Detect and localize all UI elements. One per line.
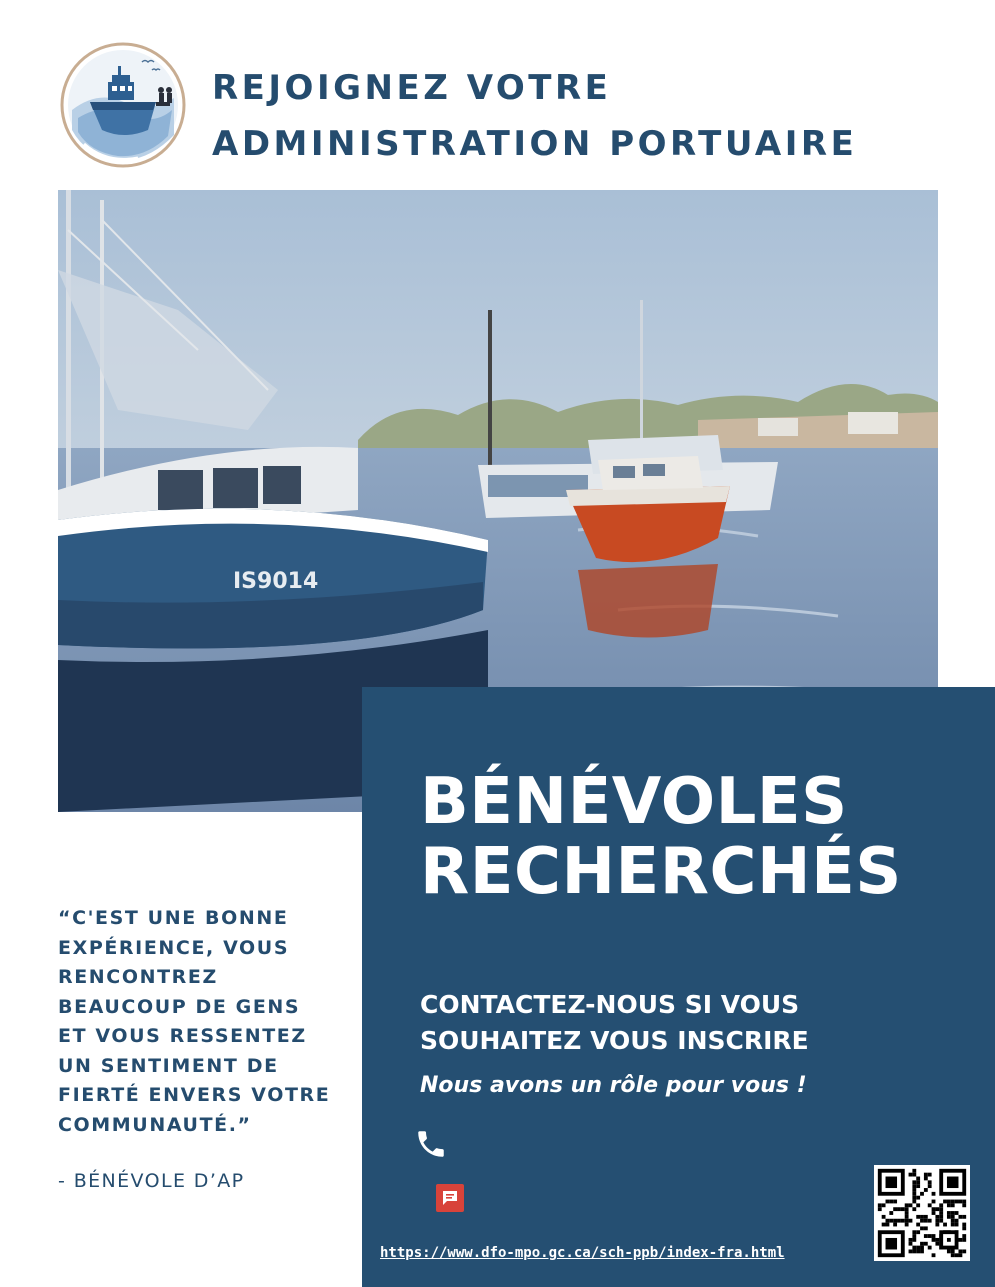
quote-line: UN SENTIMENT DE <box>58 1054 279 1077</box>
hull-number: IS9014 <box>233 569 319 594</box>
quote-line: ET VOUS RESSENTEZ <box>58 1025 307 1047</box>
quote-line: COMMUNAUTÉ.” <box>58 1113 252 1136</box>
headline-line-1: BÉNÉVOLES <box>420 765 848 839</box>
quote-line: FIERTÉ ENVERS VOTRE <box>58 1084 331 1106</box>
quote-line: BEAUCOUP DE GENS <box>58 995 301 1018</box>
harbour-authority-logo <box>58 40 188 170</box>
contact-line-2: SOUHAITEZ VOUS INSCRIRE <box>420 1026 809 1055</box>
chat-icon[interactable] <box>436 1184 464 1212</box>
qr-code-icon[interactable] <box>874 1165 970 1261</box>
quote-line: RENCONTREZ <box>58 966 218 988</box>
volunteer-quote <box>58 904 330 1140</box>
page-title <box>212 60 857 172</box>
headline <box>420 767 902 907</box>
website-link[interactable]: https://www.dfo-mpo.gc.ca/sch-ppb/index-fra.html <box>380 1245 785 1261</box>
title-line-2: ADMINISTRATION PORTUAIRE <box>212 124 858 164</box>
title-line-1: REJOIGNEZ VOTRE <box>212 68 612 108</box>
contact-text <box>420 987 809 1059</box>
quote-line: “C'EST UNE BONNE <box>58 907 289 929</box>
tagline: Nous avons un rôle pour vous ! <box>420 1073 807 1098</box>
contact-line-1: CONTACTEZ-NOUS SI VOUS <box>420 990 800 1019</box>
phone-icon[interactable] <box>414 1127 448 1161</box>
quote-line: EXPÉRIENCE, VOUS <box>58 936 290 959</box>
headline-line-2: RECHERCHÉS <box>420 835 902 909</box>
quote-attribution: - BÉNÉVOLE D’AP <box>58 1170 245 1192</box>
volunteer-panel <box>362 687 995 1287</box>
